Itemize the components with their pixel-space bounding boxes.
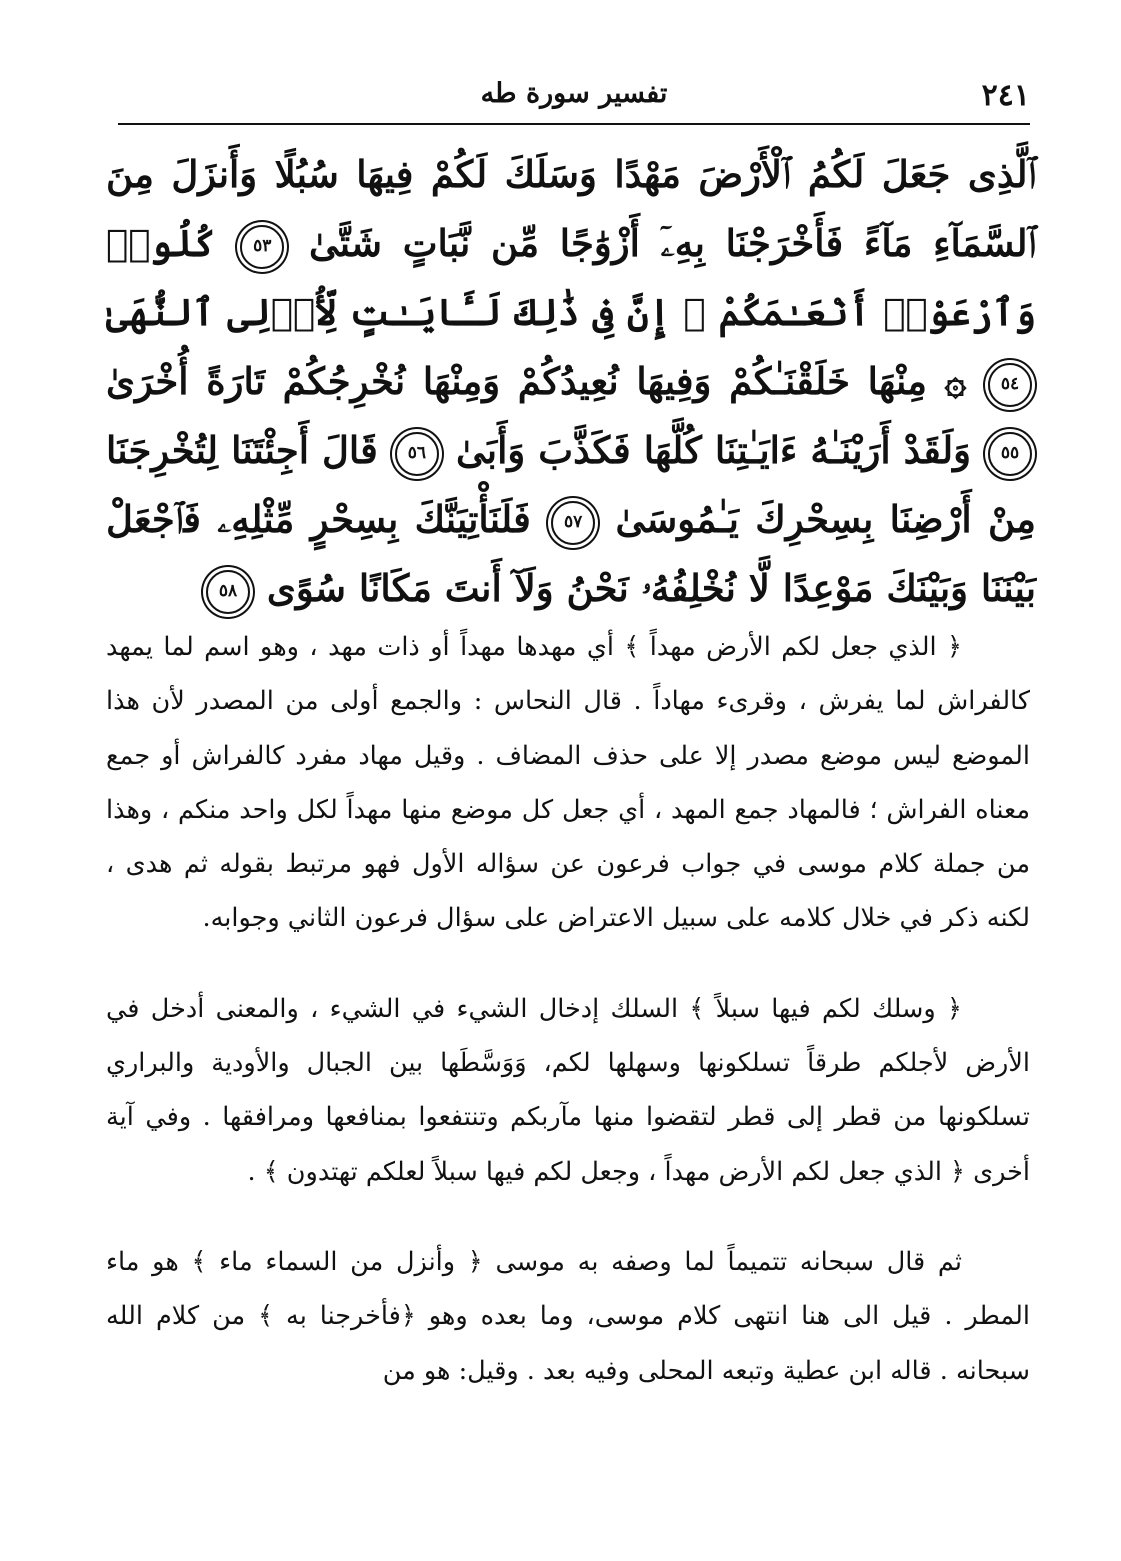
- verse-number-marker-53: ٥٣: [240, 225, 284, 269]
- verse-text-55: ۞ مِنْهَا خَلَقْنَـٰكُمْ وَفِيهَا نُعِيدُكُمْ وَمِنْهَا نُخْرِجُكُمْ تَارَةً أُخْرَىٰ: [106, 359, 967, 403]
- page-header: [118, 64, 1030, 124]
- verse-number-marker-57: ٥٧: [551, 501, 595, 545]
- verse-text-56: وَلَقَدْ أَرَيْنَـٰهُ ءَايَـٰتِنَا كُلَّهَا فَكَذَّبَ وَأَبَىٰ: [455, 428, 971, 472]
- page-number: ٢٤١: [981, 78, 1030, 113]
- quran-verses-block: [106, 140, 1036, 623]
- verse-text-58: فَلَنَأْتِيَنَّكَ بِسِحْرٍ مِّثْلِهِۦ فَٱجْعَلْ بَيْنَنَا وَبَيْنَكَ مَوْعِدًا لَّا نُخْلِفُهُۥ نَحْنُ وَلَآ أَنتَ مَكَانًا سُوًى: [106, 497, 1036, 610]
- verse-text-54: كُلُوا۟ وَٱرْعَوْا۟ أَنْعَـٰمَكُمْ ۗ إِنَّ فِى ذَٰلِكَ لَـَٔايَـٰتٍ لِّأُو۟لِى ٱلنُّهَىٰ: [106, 221, 1036, 334]
- verse-number-marker-54: ٥٤: [988, 363, 1032, 407]
- tafsir-commentary: [106, 620, 1030, 1398]
- commentary-paragraph-3: ثم قال سبحانه تتميماً لما وصفه به موسى ﴿ وأنزل من السماء ماء ﴾ هو ماء المطر . قيل الى هنا انتهى كلام موسى، وما بعده وهو ﴿فأخرجنا به ﴾ من كلام الله سبحانه . قاله ابن عطية وتبعه المحلى وفيه بعد . وقيل: هو من: [106, 1246, 1030, 1386]
- commentary-paragraph-1: ﴿ الذي جعل لكم الأرض مهداً ﴾ أي مهدها مهداً أو ذات مهد ، وهو اسم لما يمهد كالفراش لما يفرش ، وقرىء مهاداً . قال النحاس : والجمع أولى من المصدر لأن هذا الموضع ليس موضع مصدر إلا على حذف المضاف . وقيل مهاد مفرد كالفراش أو جمع معناه الفراش ؛ فالمهاد جمع المهد ، أي جعل كل موضع منها مهداً لكل واحد منكم ، وهذا من جملة كلام موسى في جواب فرعون عن سؤاله الأول فهو مرتبط بقوله ثم هدى ، لكنه ذكر في خلال كلامه على سبيل الاعتراض على سؤال فرعون الثاني وجوابه.: [106, 632, 1030, 934]
- verse-number-marker-55: ٥٥: [988, 432, 1032, 476]
- verse-number-marker-58: ٥٨: [206, 570, 250, 614]
- verse-text-57: قَالَ أَجِئْتَنَا لِتُخْرِجَنَا مِنْ أَرْضِنَا بِسِحْرِكَ يَـٰمُوسَىٰ: [106, 428, 1036, 541]
- header-rule: [118, 123, 1030, 125]
- verse-number-marker-56: ٥٦: [395, 432, 439, 476]
- verse-text-53: ٱلَّذِى جَعَلَ لَكُمُ ٱلْأَرْضَ مَهْدًا وَسَلَكَ لَكُمْ فِيهَا سُبُلًا وَأَنزَلَ مِنَ ٱلسَّمَآءِ مَآءً فَأَخْرَجْنَا بِهِۦٓ أَزْوَٰجًا مِّن نَّبَاتٍ شَتَّىٰ: [106, 152, 1036, 265]
- running-title: تفسير سورة طه: [480, 78, 668, 109]
- commentary-paragraph-2: ﴿ وسلك لكم فيها سبلاً ﴾ السلك إدخال الشيء في الشيء ، والمعنى أدخل في الأرض لأجلكم طرقاً تسلكونها وسهلها لكم، وَوَسَّطَها بين الجبال والأودية والبراري تسلكونها من قطر إلى قطر لتقضوا منها مآربكم وتنتفعوا بمنافعها ومرافقها . وفي آية أخرى ﴿ الذي جعل لكم الأرض مهداً ، وجعل لكم فيها سبلاً لعلكم تهتدون ﴾ .: [106, 993, 1030, 1187]
